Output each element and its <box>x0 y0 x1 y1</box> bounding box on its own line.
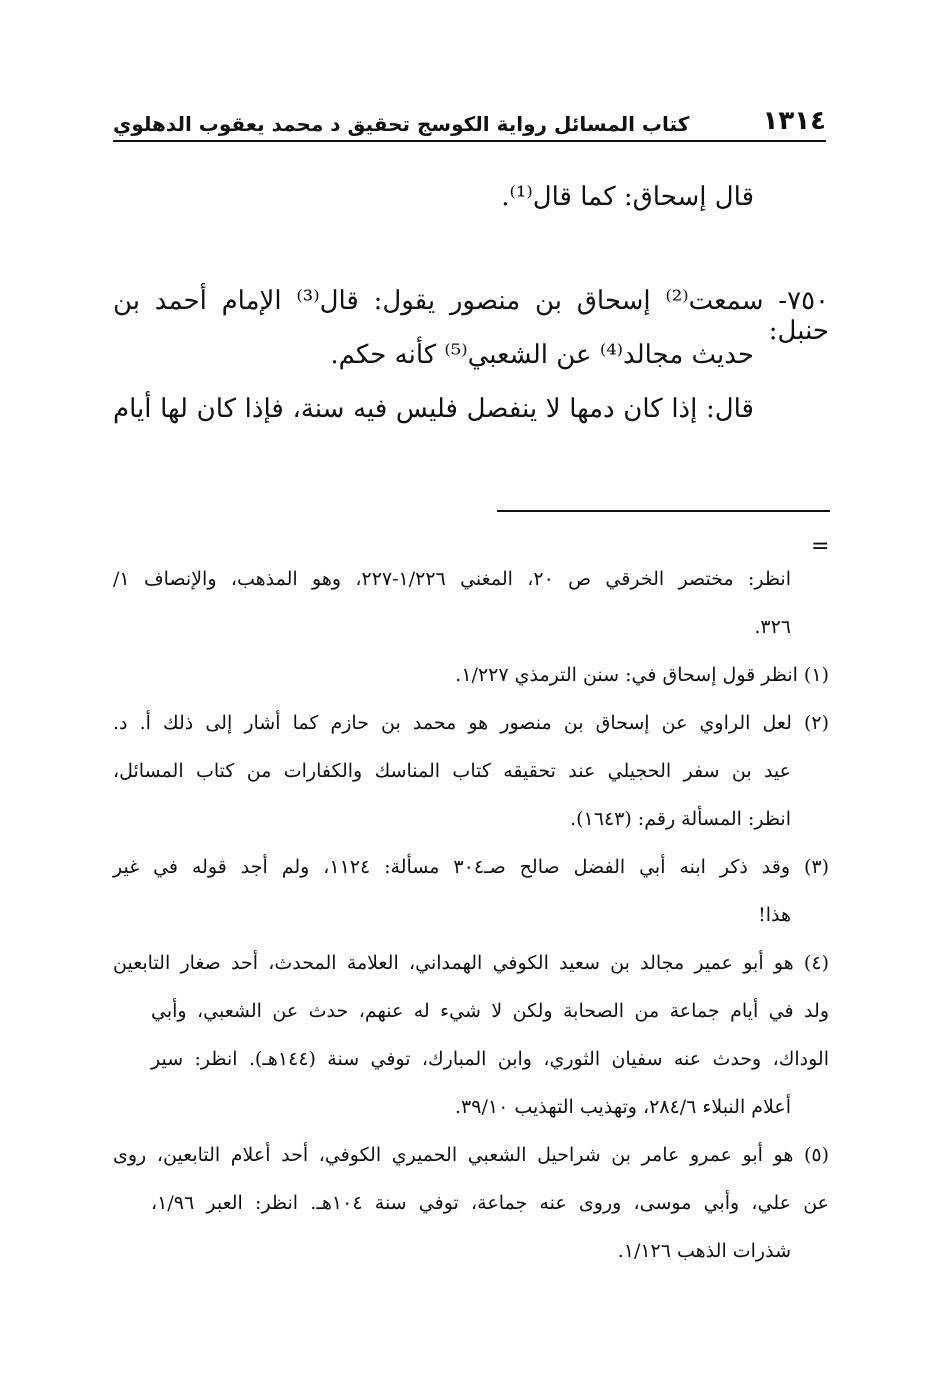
body-line-ishaq: قال إسحاق: كما قال⁽¹⁾. <box>501 182 754 212</box>
issue-750-line-2: حديث مجالد⁽⁴⁾ عن الشعبي⁽⁵⁾ كأنه حكم. <box>330 340 754 370</box>
footnote-5-line-2: عن علي، وأبي موسى، وروى عنه جماعة، توفي سنة ١٠٤هـ. انظر: العبر ١/٩٦، <box>151 1192 829 1214</box>
footnote-4-line-3: الوداك، وحدث عنه سفيان الثوري، وابن المبارك، توفي سنة (١٤٤هـ). انظر: سير <box>151 1048 829 1070</box>
footnote-1: (١) انظر قول إسحاق في: سنن الترمذي ١/٢٢٧. <box>455 664 829 686</box>
footnote-separator <box>497 510 830 512</box>
footnote-2-line-3: انظر: المسألة رقم: (١٦٤٣). <box>570 808 791 830</box>
footnote-3-line-1: (٣) وقد ذكر ابنه أبي الفضل صالح صـ٣٠٤ مسألة: ١١٢٤، ولم أجد قوله في غير <box>113 856 829 878</box>
issue-750-line-1: ٧٥٠- سمعت⁽²⁾ إسحاق بن منصور يقول: قال⁽³⁾ الإمام أحمد بن حنبل: <box>113 286 830 346</box>
footnote-2-line-1: (٢) لعل الراوي عن إسحاق بن منصور هو محمد بن حازم كما أشار إلى ذلك أ. د. <box>113 712 829 734</box>
issue-750-line-3: قال: إذا كان دمها لا ينفصل فليس فيه سنة، فإذا كان لها أيام <box>113 394 754 424</box>
footnote-5-line-3: شذرات الذهب ١/١٢٦. <box>617 1240 791 1262</box>
footnote-4-line-4: أعلام النبلاء ٢٨٤/٦، وتهذيب التهذيب ٣٩/١٠. <box>455 1096 791 1118</box>
running-header <box>113 96 826 142</box>
footnote-3-line-2: هذا! <box>758 904 791 926</box>
footnote-5-line-1: (٥) هو أبو عمرو عامر بن شراحيل الشعبي الحميري الكوفي، أحد أعلام التابعين، روى <box>113 1144 829 1166</box>
footnote-continuation-line-1: انظر: مختصر الخرقي ص ٢٠، المغني ١/٢٢٦-٢٢٧، وهو المذهب، والإنصاف ١/ <box>113 568 791 590</box>
running-title: كتاب المسائل رواية الكوسج تحقيق د محمد يعقوب الدهلوي <box>113 112 690 136</box>
footnote-continuation-mark: = <box>811 534 830 559</box>
footnote-2-line-2: عيد بن سفر الحجيلي عند تحقيقه كتاب المناسك والكفارات من كتاب المسائل، <box>113 760 791 782</box>
footnote-4-line-2: ولد في أيام جماعة من الصحابة ولكن لا شيء له عنهم، حدث عن الشعبي، وأبي <box>151 1000 829 1022</box>
footnote-continuation-line-2: ٣٢٦. <box>754 616 791 638</box>
page-number: ١٣١٤ <box>762 106 826 136</box>
footnote-4-line-1: (٤) هو أبو عمير مجالد بن سعيد الكوفي الهمداني، العلامة المحدث، أحد صغار التابعين <box>113 952 829 974</box>
